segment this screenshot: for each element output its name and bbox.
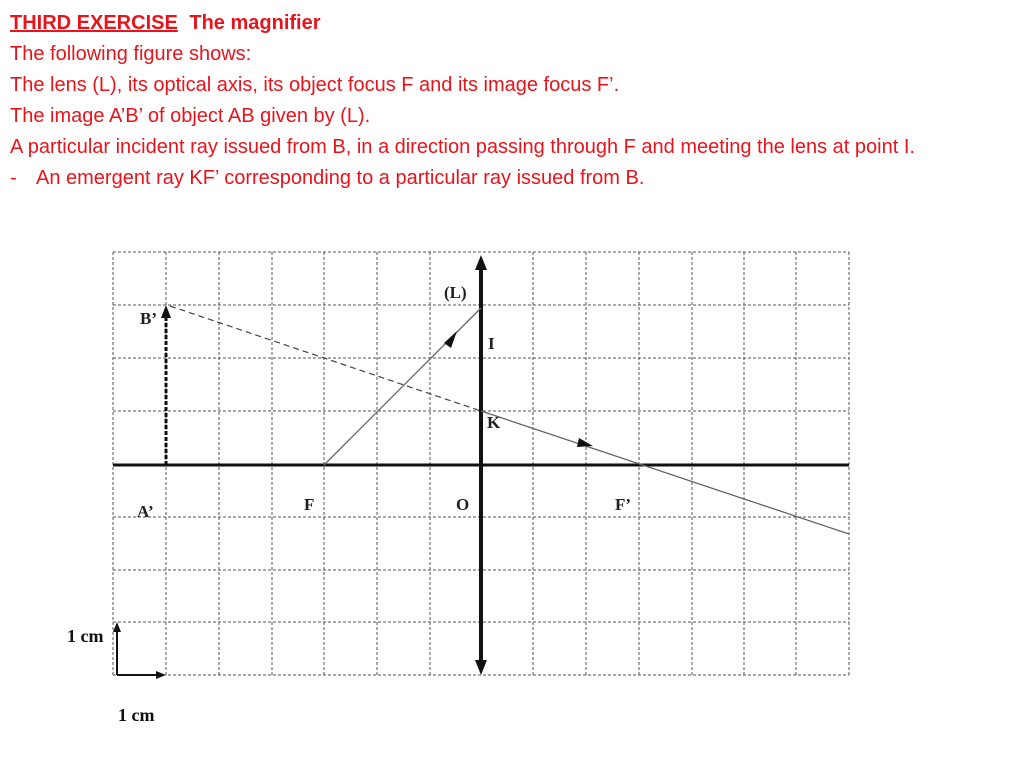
incident-ray-arrow-icon (444, 331, 457, 348)
statement-line-3: The image A’B’ of object AB given by (L). (10, 105, 371, 127)
image-arrow (161, 305, 171, 465)
emergent-ray (481, 411, 849, 534)
exercise-label: THIRD EXERCISE (10, 12, 178, 34)
object-focus-label: F (304, 495, 315, 514)
bullet-marker: - (10, 167, 17, 189)
emergent-ray-arrow-icon (577, 438, 593, 447)
point-k-label: K (487, 413, 501, 432)
scale-vertical-label: 1 cm (67, 626, 104, 646)
image-focus-label: F’ (615, 495, 632, 514)
optical-center-label: O (456, 495, 470, 514)
statement-line-4: A particular incident ray issued from B, in a direction passing through F and meeting the lens at point I. (10, 136, 915, 158)
image-top-label: B’ (140, 309, 157, 328)
bullet-text: An emergent ray KF’ corresponding to a particular ray issued from B. (36, 167, 645, 189)
exercise-subtitle: The magnifier (189, 12, 321, 34)
point-i-label: I (488, 334, 495, 353)
statement-line-2: The lens (L), its optical axis, its object focus F and its image focus F’. (10, 74, 620, 96)
scale-horizontal-label: 1 cm (118, 705, 155, 725)
scale-indicator (113, 622, 166, 679)
incident-ray (324, 308, 481, 465)
image-base-label: A’ (137, 502, 154, 521)
lens-label: (L) (444, 283, 467, 302)
statement-line-1: The following figure shows: (10, 43, 252, 65)
